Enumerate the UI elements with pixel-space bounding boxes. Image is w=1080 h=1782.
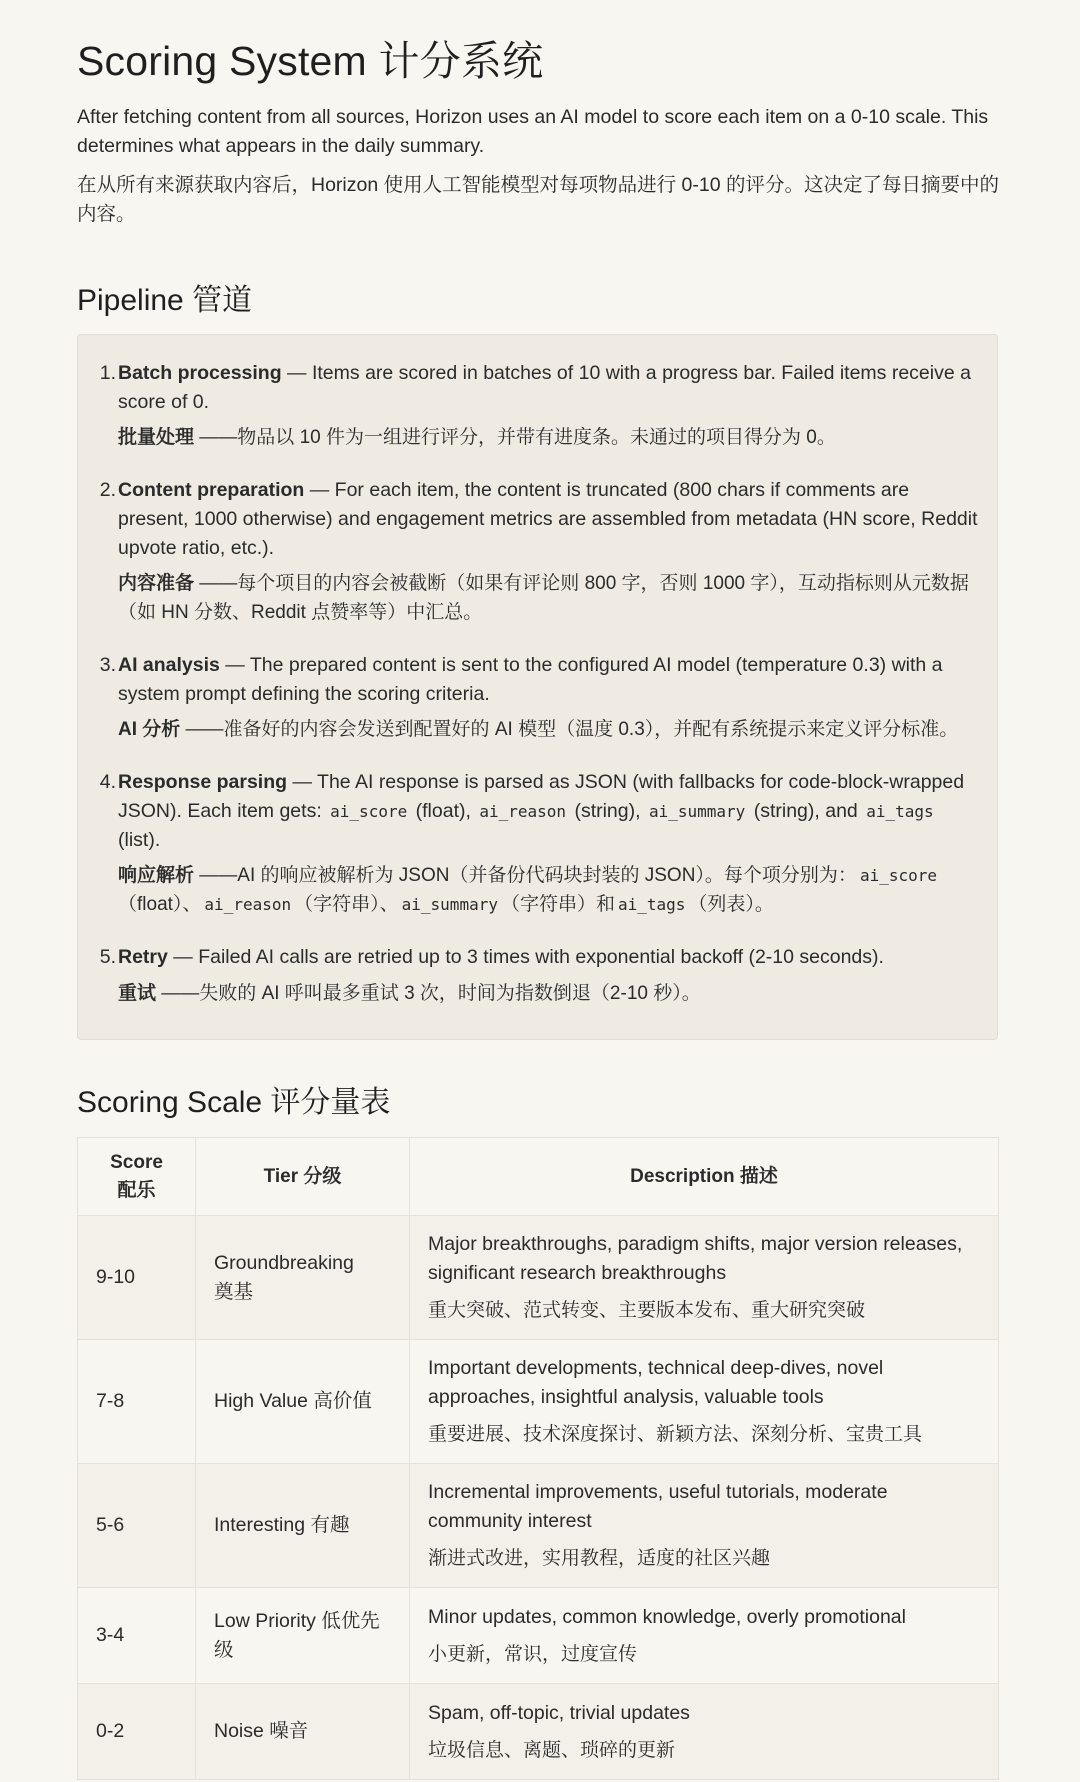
step-zh-title: 响应解析 [118,865,195,886]
header-score [78,1138,196,1216]
table-row [78,1684,999,1780]
step-title: Retry [118,946,168,968]
table-row [78,1464,999,1588]
desc-en: Incremental improvements, useful tutorials, moderate community interest [428,1481,888,1532]
cell-description [410,1340,999,1464]
code-ai-tags: ai_tags [866,802,934,821]
table-row [78,1340,999,1464]
cell-tier: Noise 噪音 [196,1684,410,1780]
desc-en: Minor updates, common knowledge, overly promotional [428,1605,906,1628]
code-ai-reason: ai_reason [204,895,292,914]
tier-en: Groundbreaking [214,1251,354,1274]
code-ai-reason: ai_reason [479,802,567,821]
step-en [118,359,980,417]
table-row [78,1588,999,1684]
scoring-table [77,1137,999,1780]
tier-zh: 奠基 [214,1280,254,1303]
step-title: Batch processing [118,362,282,384]
code-ai-summary: ai_summary [648,802,746,821]
step-zh-text: （字符串）、 [294,894,399,915]
table-header-row [78,1138,999,1216]
step-text: (list). [118,829,161,851]
cell-tier: Low Priority 低优先级 [196,1588,410,1684]
desc-zh: 渐进式改进，实用教程，适度的社区兴趣 [428,1548,771,1569]
desc-zh: 垃圾信息、离题、琐碎的更新 [428,1739,676,1761]
step-title: AI analysis [118,654,220,676]
step-zh-text: ——失败的 AI 呼叫最多重试 3 次，时间为指数倒退（2-10 秒）。 [156,983,701,1004]
desc-en: Important developments, technical deep-dives, novel approaches, insightful analysis, valuable tools [428,1357,884,1408]
cell-description [410,1216,999,1340]
step-text: — The AI response is parsed as JSON (with fallbacks for code-block-wrapped JSON). Each item gets: [118,771,965,822]
step-text: — For each item, the content is truncated (800 chars if comments are present, 1000 otherwise) and engagement metrics are assembled from metadata (HN score, Reddit upvote ratio, etc.). [118,479,978,559]
cell-description [410,1464,999,1588]
cell-score: 0-2 [78,1684,196,1780]
table-row [78,1216,999,1340]
step-text: — Failed AI calls are retried up to 3 times with exponential backoff (2-10 seconds). [167,946,884,968]
step-text: — The prepared content is sent to the configured AI model (temperature 0.3) with a system prompt defining the scoring criteria. [118,654,943,705]
step-zh-text: ——准备好的内容会发送到配置好的 AI 模型（温度 0.3），并配有系统提示来定义评分标准。 [180,719,959,740]
code-ai-score: ai_score [859,866,937,885]
step-text: — Items are scored in batches of 10 with a progress bar. Failed items receive a score of 0. [118,362,971,413]
code-ai-summary: ai_summary [401,895,498,914]
cell-score: 7-8 [78,1340,196,1464]
cell-tier: High Value 高价值 [196,1340,410,1464]
desc-en: Spam, off-topic, trivial updates [428,1701,690,1724]
cell-score: 5-6 [78,1464,196,1588]
header-tier: Tier 分级 [196,1138,410,1216]
step-title: Response parsing [118,771,288,793]
code-ai-score: ai_score [330,802,408,821]
cell-score: 3-4 [78,1588,196,1684]
step-zh-title: 内容准备 [118,573,195,594]
desc-zh: 小更新，常识，过度宣传 [428,1643,638,1665]
step-zh [118,979,980,1008]
step-zh [118,715,980,744]
step-zh-title: AI 分析 [118,719,181,740]
step-zh-title: 批量处理 [118,427,195,448]
header-score-en: Score [110,1151,163,1173]
step-en [118,768,980,855]
step-number: 4. [99,771,116,793]
header-description: Description 描述 [410,1138,999,1216]
step-zh [118,569,980,627]
step-text: (float), [410,800,477,822]
intro-zh: 在从所有来源获取内容后，Horizon 使用人工智能模型对每项物品进行 0-10 的评分。这决定了每日摘要中的内容。 [77,174,999,225]
step-zh-text: ——每个项目的内容会被截断（如果有评论则 800 字，否则 1000 字），互动指标则从元数据（如 HN 分数、Reddit 点赞率等）中汇总。 [118,573,969,623]
scale-heading: Scoring Scale 评分量表 [77,1086,391,1119]
step-zh-text: （字符串）和 [500,894,615,915]
desc-zh: 重要进展、技术深度探讨、新颖方法、深刻分析、宝贵工具 [428,1424,923,1445]
step-number: 5. [99,946,116,968]
page-title: Scoring System 计分系统 [77,38,544,84]
step-en [118,651,980,709]
step-en [118,476,980,563]
pipeline-heading: Pipeline 管道 [77,284,253,317]
pipeline-box [77,334,998,1040]
code-ai-tags: ai_tags [617,895,686,914]
desc-zh: 重大突破、范式转变、主要版本发布、重大研究突破 [428,1300,866,1321]
step-zh [118,861,980,919]
step-zh-text: ——AI 的响应被解析为 JSON（并备份代码块封装的 JSON）。每个项分别为： [194,865,857,886]
cell-score: 9-10 [78,1216,196,1340]
cell-tier [196,1216,410,1340]
desc-en: Major breakthroughs, paradigm shifts, major version releases, significant research breakthroughs [428,1233,963,1284]
step-zh [118,423,980,452]
step-zh-text: （float）、 [118,894,202,915]
intro-en: After fetching content from all sources, Horizon uses an AI model to score each item on a 0-10 scale. This determines what appears in the daily summary. [77,106,989,157]
cell-description [410,1684,999,1780]
cell-description [410,1588,999,1684]
cell-tier: Interesting 有趣 [196,1464,410,1588]
step-zh-title: 重试 [118,983,157,1004]
step-title: Content preparation [118,479,305,501]
step-en [118,943,980,972]
step-text: (string), and [748,800,864,822]
step-zh-text: （列表）。 [688,894,774,915]
header-score-zh: 配乐 [117,1179,156,1201]
step-text: (string), [569,800,646,822]
step-number: 1. [99,362,116,384]
step-zh-text: ——物品以 10 件为一组进行评分，并带有进度条。未通过的项目得分为 0。 [194,427,836,448]
step-number: 2. [99,479,116,501]
step-number: 3. [99,654,116,676]
